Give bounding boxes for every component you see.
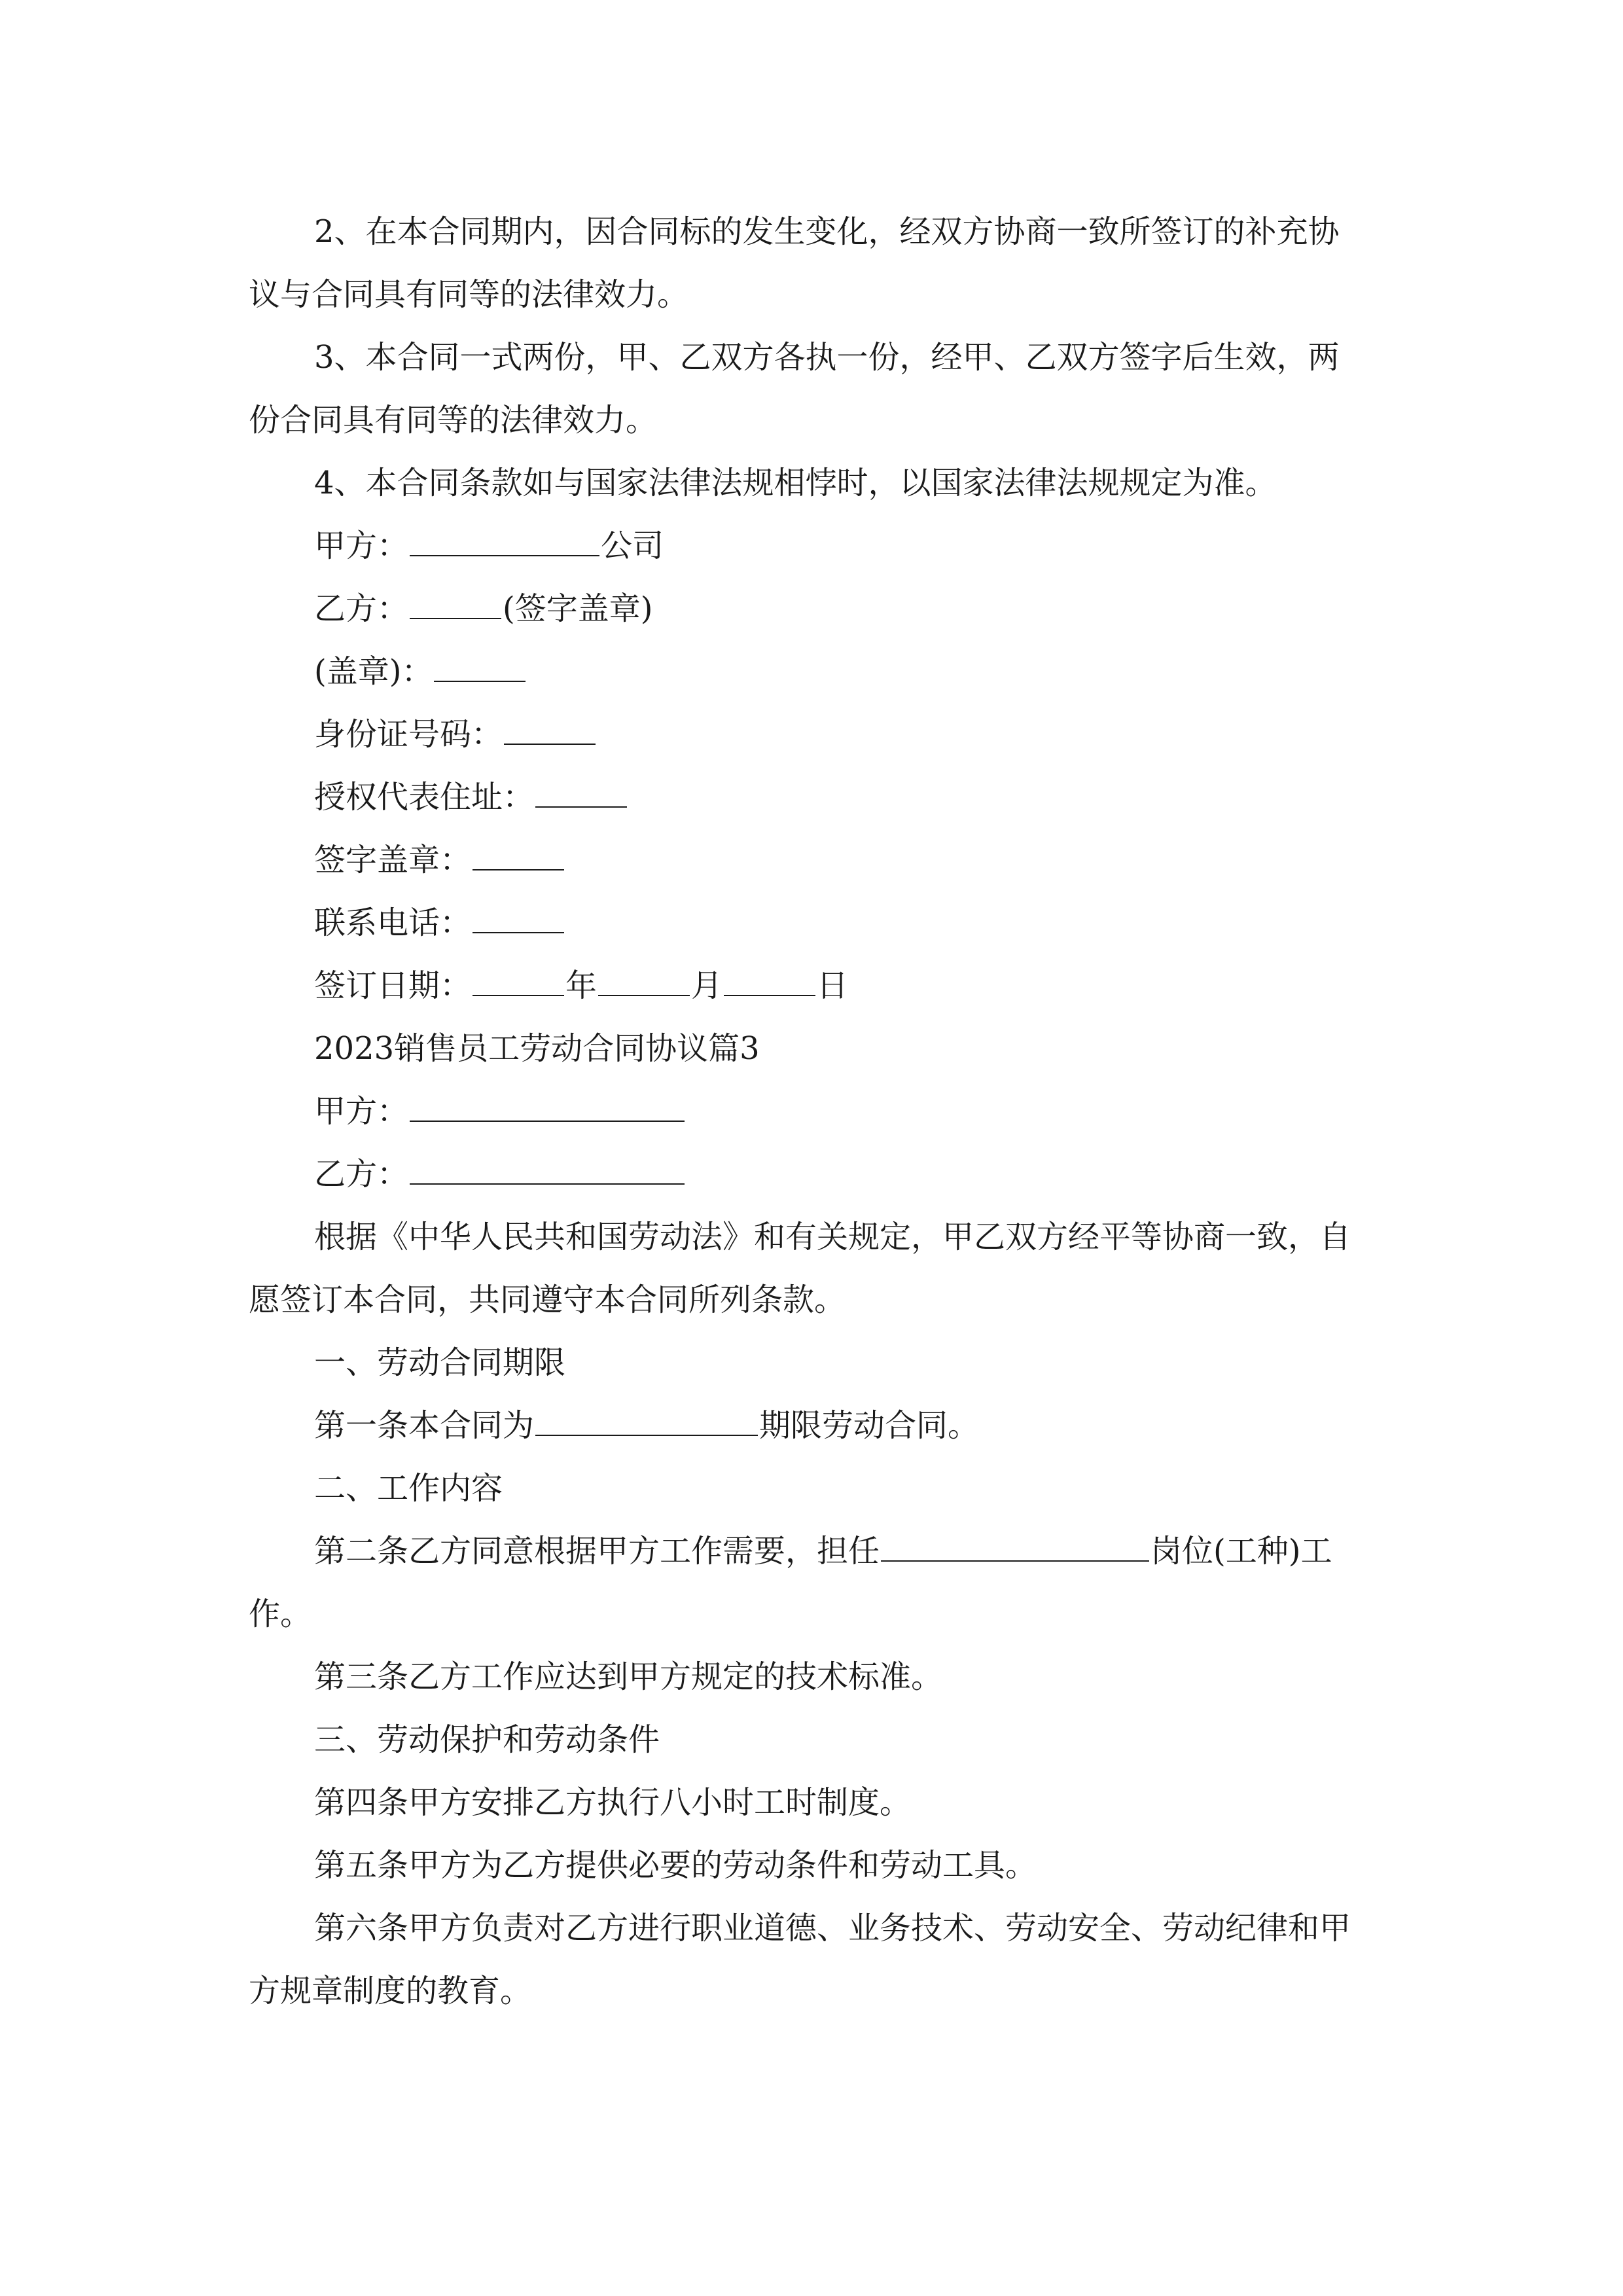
party-b-row bbox=[314, 589, 652, 628]
para-2-line-1: 2、在本合同期内，因合同标的发生变化，经双方协商一致所签订的补充协 bbox=[314, 213, 1340, 250]
intro-line-2: 愿签订本合同，共同遵守本合同所列条款。 bbox=[249, 1282, 846, 1318]
intro-line-1: 根据《中华人民共和国劳动法》和有关规定，甲乙双方经平等协商一致，自 bbox=[314, 1219, 1351, 1255]
para-4: 4、本合同条款如与国家法律法规相悖时，以国家法律法规规定为准。 bbox=[314, 465, 1277, 501]
month-blank[interactable] bbox=[598, 969, 690, 996]
heading-2: 二、工作内容 bbox=[314, 1470, 503, 1507]
rep-address-row bbox=[314, 778, 628, 817]
day-label: 日 bbox=[817, 967, 849, 1004]
seal-label: (盖章)： bbox=[314, 653, 433, 690]
article-2-suffix: 岗位(工种)工 bbox=[1150, 1533, 1332, 1570]
year-blank[interactable] bbox=[473, 969, 564, 996]
article-6-line-2: 方规章制度的教育。 bbox=[249, 1973, 532, 2009]
party-a-blank[interactable] bbox=[410, 529, 599, 556]
party-a-row bbox=[314, 526, 664, 565]
article-2-line-2: 作。 bbox=[249, 1596, 312, 1632]
party-b2-row bbox=[314, 1155, 686, 1194]
para-3-line-1: 3、本合同一式两份，甲、乙双方各执一份，经甲、乙双方签字后生效，两 bbox=[314, 339, 1340, 376]
seal-blank[interactable] bbox=[434, 655, 526, 682]
article-1-row bbox=[314, 1406, 979, 1445]
phone-blank[interactable] bbox=[473, 906, 564, 933]
sign-seal-row bbox=[314, 840, 565, 880]
party-b2-blank[interactable] bbox=[410, 1157, 685, 1185]
seal-row bbox=[314, 652, 527, 691]
day-blank[interactable] bbox=[724, 969, 815, 996]
sign-date-label: 签订日期： bbox=[314, 967, 472, 1004]
article-1-blank[interactable] bbox=[535, 1408, 758, 1436]
party-b-suffix: (签字盖章) bbox=[503, 590, 653, 627]
article-5: 第五条甲方为乙方提供必要的劳动条件和劳动工具。 bbox=[314, 1847, 1037, 1884]
party-a-suffix: 公司 bbox=[601, 528, 664, 564]
id-label: 身份证号码： bbox=[314, 716, 503, 753]
party-b-blank[interactable] bbox=[410, 592, 501, 619]
article-6-line-1: 第六条甲方负责对乙方进行职业道德、业务技术、劳动安全、劳动纪律和甲 bbox=[314, 1910, 1351, 1946]
article-4: 第四条甲方安排乙方执行八小时工时制度。 bbox=[314, 1784, 912, 1821]
sign-seal-label: 签字盖章： bbox=[314, 842, 472, 878]
article-1-prefix: 第一条本合同为 bbox=[314, 1407, 535, 1444]
rep-address-blank[interactable] bbox=[535, 780, 627, 808]
article-2-row bbox=[314, 1532, 1332, 1571]
phone-label: 联系电话： bbox=[314, 905, 472, 941]
month-label: 月 bbox=[691, 967, 723, 1004]
id-row bbox=[314, 715, 597, 754]
party-a2-label: 甲方： bbox=[314, 1093, 409, 1130]
party-a2-row bbox=[314, 1092, 686, 1131]
phone-row bbox=[314, 903, 565, 942]
id-blank[interactable] bbox=[504, 717, 596, 745]
sign-date-row bbox=[314, 966, 848, 1005]
heading-1: 一、劳动合同期限 bbox=[314, 1344, 566, 1381]
party-a-label: 甲方： bbox=[314, 528, 409, 564]
party-b-label: 乙方： bbox=[314, 590, 409, 627]
para-3-line-2: 份合同具有同等的法律效力。 bbox=[249, 402, 658, 439]
heading-3: 三、劳动保护和劳动条件 bbox=[314, 1721, 660, 1758]
para-2-line-2: 议与合同具有同等的法律效力。 bbox=[249, 276, 689, 313]
article-2-prefix: 第二条乙方同意根据甲方工作需要，担任 bbox=[314, 1533, 880, 1570]
article-1-suffix: 期限劳动合同。 bbox=[759, 1407, 980, 1444]
party-a2-blank[interactable] bbox=[410, 1094, 685, 1122]
party-b2-label: 乙方： bbox=[314, 1156, 409, 1193]
rep-address-label: 授权代表住址： bbox=[314, 779, 535, 816]
article-2-blank[interactable] bbox=[881, 1534, 1149, 1562]
year-label: 年 bbox=[565, 967, 597, 1004]
article-3: 第三条乙方工作应达到甲方规定的技术标准。 bbox=[314, 1659, 943, 1695]
section-title: 2023销售员工劳动合同协议篇3 bbox=[314, 1030, 760, 1067]
sign-seal-blank[interactable] bbox=[473, 843, 564, 870]
